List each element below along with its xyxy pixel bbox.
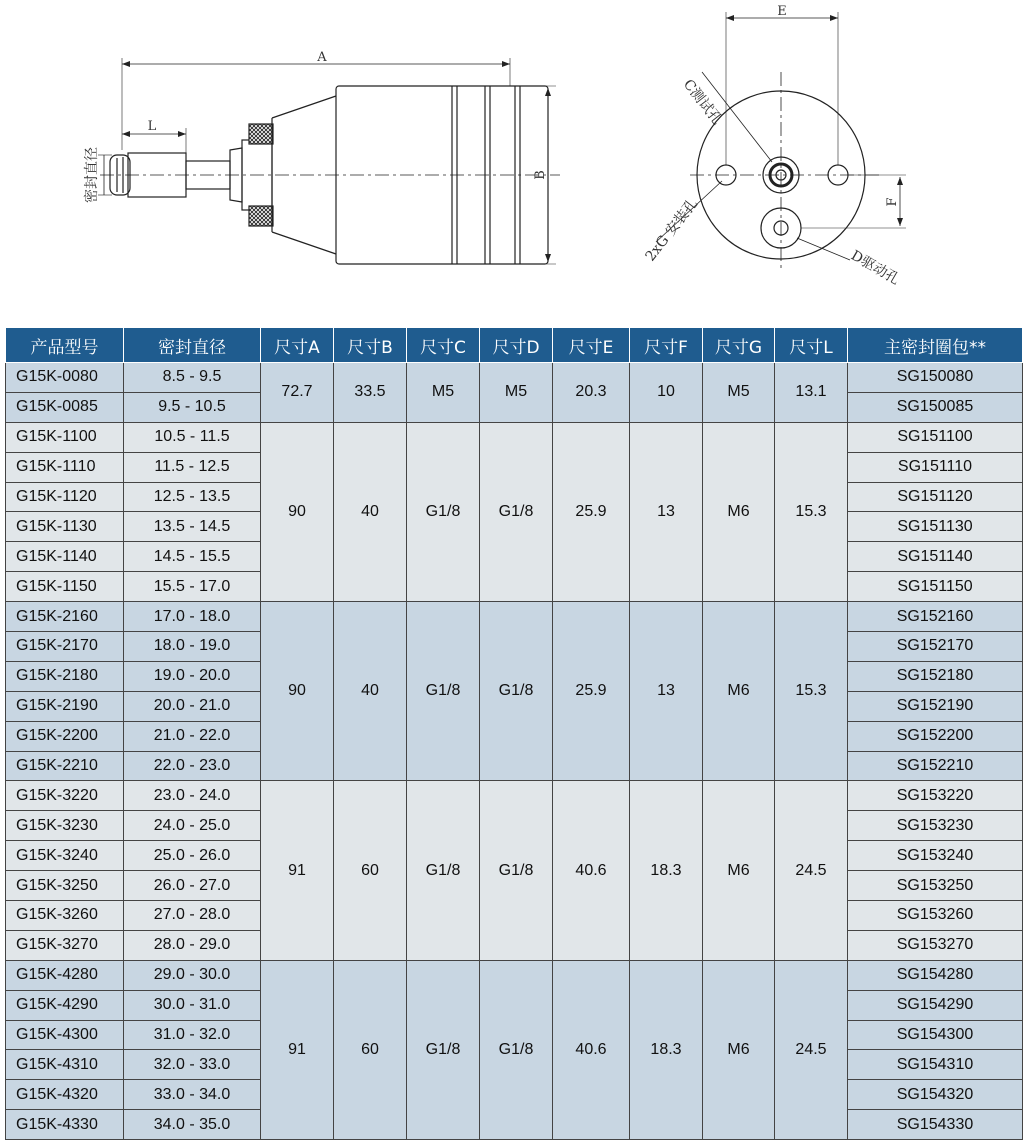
dim-c-cell: M5 [407, 363, 480, 423]
front-view [656, 12, 906, 272]
column-header: 主密封圈包** [848, 328, 1023, 363]
dim-g-cell: M6 [703, 602, 775, 781]
seal-diameter-cell: 12.5 - 13.5 [124, 482, 261, 512]
seal-diameter-cell: 15.5 - 17.0 [124, 572, 261, 602]
seal-kit-cell: SG153250 [848, 871, 1023, 901]
column-header: 产品型号 [6, 328, 124, 363]
seal-kit-cell: SG150085 [848, 392, 1023, 422]
model-cell: G15K-1120 [6, 482, 124, 512]
dim-b-cell: 60 [334, 781, 407, 960]
dim-f-cell: 13 [630, 422, 703, 601]
seal-kit-cell: SG152200 [848, 721, 1023, 751]
column-header: 尺寸F [630, 328, 703, 363]
model-cell: G15K-1140 [6, 542, 124, 572]
seal-diameter-cell: 32.0 - 33.0 [124, 1050, 261, 1080]
seal-diameter-cell: 18.0 - 19.0 [124, 632, 261, 662]
dim-f-label: F [885, 197, 900, 207]
seal-diameter-label: 密封直径 [84, 147, 100, 203]
seal-kit-cell: SG154310 [848, 1050, 1023, 1080]
dim-f-cell: 18.3 [630, 960, 703, 1139]
model-cell: G15K-4290 [6, 990, 124, 1020]
dim-g-cell: M6 [703, 781, 775, 960]
model-cell: G15K-3250 [6, 871, 124, 901]
dim-l-cell: 15.3 [775, 422, 848, 601]
seal-kit-cell: SG153260 [848, 901, 1023, 931]
dim-a-cell: 91 [261, 781, 334, 960]
dim-c-cell: G1/8 [407, 781, 480, 960]
seal-kit-cell: SG154300 [848, 1020, 1023, 1050]
spec-table [5, 327, 1023, 1140]
dim-e-cell: 25.9 [553, 602, 630, 781]
dim-b-cell: 33.5 [334, 363, 407, 423]
seal-diameter-cell: 20.0 - 21.0 [124, 691, 261, 721]
column-header: 尺寸G [703, 328, 775, 363]
technical-drawing [0, 0, 1027, 320]
seal-diameter-cell: 26.0 - 27.0 [124, 871, 261, 901]
side-view [98, 58, 560, 264]
dim-g-cell: M5 [703, 363, 775, 423]
seal-kit-cell: SG153220 [848, 781, 1023, 811]
dim-c-cell: G1/8 [407, 422, 480, 601]
seal-diameter-cell: 21.0 - 22.0 [124, 721, 261, 751]
column-header: 尺寸B [334, 328, 407, 363]
dim-d-cell: G1/8 [480, 781, 553, 960]
seal-kit-cell: SG151100 [848, 422, 1023, 452]
dim-g-cell: M6 [703, 960, 775, 1139]
test-hole-label: C测试孔 [679, 76, 725, 129]
dim-b-cell: 40 [334, 422, 407, 601]
model-cell: G15K-3270 [6, 930, 124, 960]
model-cell: G15K-1150 [6, 572, 124, 602]
model-cell: G15K-2170 [6, 632, 124, 662]
seal-kit-cell: SG154320 [848, 1080, 1023, 1110]
column-header: 尺寸L [775, 328, 848, 363]
dim-e-cell: 40.6 [553, 960, 630, 1139]
seal-kit-cell: SG151120 [848, 482, 1023, 512]
dim-d-cell: G1/8 [480, 960, 553, 1139]
model-cell: G15K-3230 [6, 811, 124, 841]
dim-f-cell: 18.3 [630, 781, 703, 960]
model-cell: G15K-2180 [6, 661, 124, 691]
dim-a-cell: 72.7 [261, 363, 334, 423]
seal-diameter-cell: 13.5 - 14.5 [124, 512, 261, 542]
dim-a-label: A [317, 50, 327, 65]
model-cell: G15K-0085 [6, 392, 124, 422]
dim-g-cell: M6 [703, 422, 775, 601]
seal-diameter-cell: 33.0 - 34.0 [124, 1080, 261, 1110]
seal-kit-cell: SG150080 [848, 363, 1023, 393]
table-row [6, 602, 1023, 632]
seal-diameter-cell: 23.0 - 24.0 [124, 781, 261, 811]
seal-kit-cell: SG153230 [848, 811, 1023, 841]
seal-kit-cell: SG151140 [848, 542, 1023, 572]
seal-diameter-cell: 11.5 - 12.5 [124, 452, 261, 482]
dim-b-cell: 40 [334, 602, 407, 781]
column-header: 密封直径 [124, 328, 261, 363]
seal-diameter-cell: 22.0 - 23.0 [124, 751, 261, 781]
seal-kit-cell: SG154290 [848, 990, 1023, 1020]
seal-kit-cell: SG152180 [848, 661, 1023, 691]
seal-diameter-cell: 25.0 - 26.0 [124, 841, 261, 871]
dim-l-label: L [147, 119, 157, 134]
model-cell: G15K-2160 [6, 602, 124, 632]
seal-kit-cell: SG152160 [848, 602, 1023, 632]
model-cell: G15K-4320 [6, 1080, 124, 1110]
seal-kit-cell: SG151110 [848, 452, 1023, 482]
seal-kit-cell: SG152210 [848, 751, 1023, 781]
seal-kit-cell: SG151130 [848, 512, 1023, 542]
drive-hole-label: D驱动孔 [848, 247, 903, 289]
seal-diameter-cell: 31.0 - 32.0 [124, 1020, 261, 1050]
seal-diameter-cell: 28.0 - 29.0 [124, 930, 261, 960]
dim-b-label: B [533, 170, 548, 180]
model-cell: G15K-1110 [6, 452, 124, 482]
seal-kit-cell: SG153240 [848, 841, 1023, 871]
seal-diameter-cell: 34.0 - 35.0 [124, 1110, 261, 1140]
dim-b-cell: 60 [334, 960, 407, 1139]
model-cell: G15K-1130 [6, 512, 124, 542]
seal-diameter-cell: 24.0 - 25.0 [124, 811, 261, 841]
seal-diameter-cell: 30.0 - 31.0 [124, 990, 261, 1020]
seal-diameter-cell: 14.5 - 15.5 [124, 542, 261, 572]
model-cell: G15K-3260 [6, 901, 124, 931]
seal-diameter-cell: 9.5 - 10.5 [124, 392, 261, 422]
seal-kit-cell: SG154330 [848, 1110, 1023, 1140]
dim-d-cell: G1/8 [480, 422, 553, 601]
model-cell: G15K-2190 [6, 691, 124, 721]
dim-a-cell: 91 [261, 960, 334, 1139]
model-cell: G15K-1100 [6, 422, 124, 452]
model-cell: G15K-2200 [6, 721, 124, 751]
column-header: 尺寸C [407, 328, 480, 363]
mount-hole-label: 2xG 安装孔 [642, 195, 701, 265]
dim-l-cell: 15.3 [775, 602, 848, 781]
model-cell: G15K-3240 [6, 841, 124, 871]
model-cell: G15K-3220 [6, 781, 124, 811]
seal-diameter-cell: 27.0 - 28.0 [124, 901, 261, 931]
seal-diameter-cell: 8.5 - 9.5 [124, 363, 261, 393]
dim-f-cell: 13 [630, 602, 703, 781]
seal-kit-cell: SG152170 [848, 632, 1023, 662]
dim-f-cell: 10 [630, 363, 703, 423]
dim-c-cell: G1/8 [407, 602, 480, 781]
dim-a-cell: 90 [261, 422, 334, 601]
dim-e-cell: 40.6 [553, 781, 630, 960]
model-cell: G15K-0080 [6, 363, 124, 393]
model-cell: G15K-2210 [6, 751, 124, 781]
table-body [6, 363, 1023, 1140]
column-header: 尺寸D [480, 328, 553, 363]
dim-c-cell: G1/8 [407, 960, 480, 1139]
dim-l-cell: 13.1 [775, 363, 848, 423]
dim-d-cell: M5 [480, 363, 553, 423]
model-cell: G15K-4310 [6, 1050, 124, 1080]
column-header: 尺寸E [553, 328, 630, 363]
model-cell: G15K-4300 [6, 1020, 124, 1050]
seal-kit-cell: SG152190 [848, 691, 1023, 721]
table-row [6, 422, 1023, 452]
seal-kit-cell: SG153270 [848, 930, 1023, 960]
table-row [6, 363, 1023, 393]
dim-d-cell: G1/8 [480, 602, 553, 781]
dim-e-label: E [777, 4, 787, 19]
dim-e-cell: 25.9 [553, 422, 630, 601]
model-cell: G15K-4330 [6, 1110, 124, 1140]
dim-l-cell: 24.5 [775, 781, 848, 960]
dim-e-cell: 20.3 [553, 363, 630, 423]
seal-kit-cell: SG154280 [848, 960, 1023, 990]
seal-kit-cell: SG151150 [848, 572, 1023, 602]
seal-diameter-cell: 10.5 - 11.5 [124, 422, 261, 452]
dim-l-cell: 24.5 [775, 960, 848, 1139]
dim-a-cell: 90 [261, 602, 334, 781]
seal-diameter-cell: 29.0 - 30.0 [124, 960, 261, 990]
model-cell: G15K-4280 [6, 960, 124, 990]
table-header-row [6, 328, 1023, 363]
table-row [6, 781, 1023, 811]
seal-diameter-cell: 17.0 - 18.0 [124, 602, 261, 632]
column-header: 尺寸A [261, 328, 334, 363]
seal-diameter-cell: 19.0 - 20.0 [124, 661, 261, 691]
table-row [6, 960, 1023, 990]
